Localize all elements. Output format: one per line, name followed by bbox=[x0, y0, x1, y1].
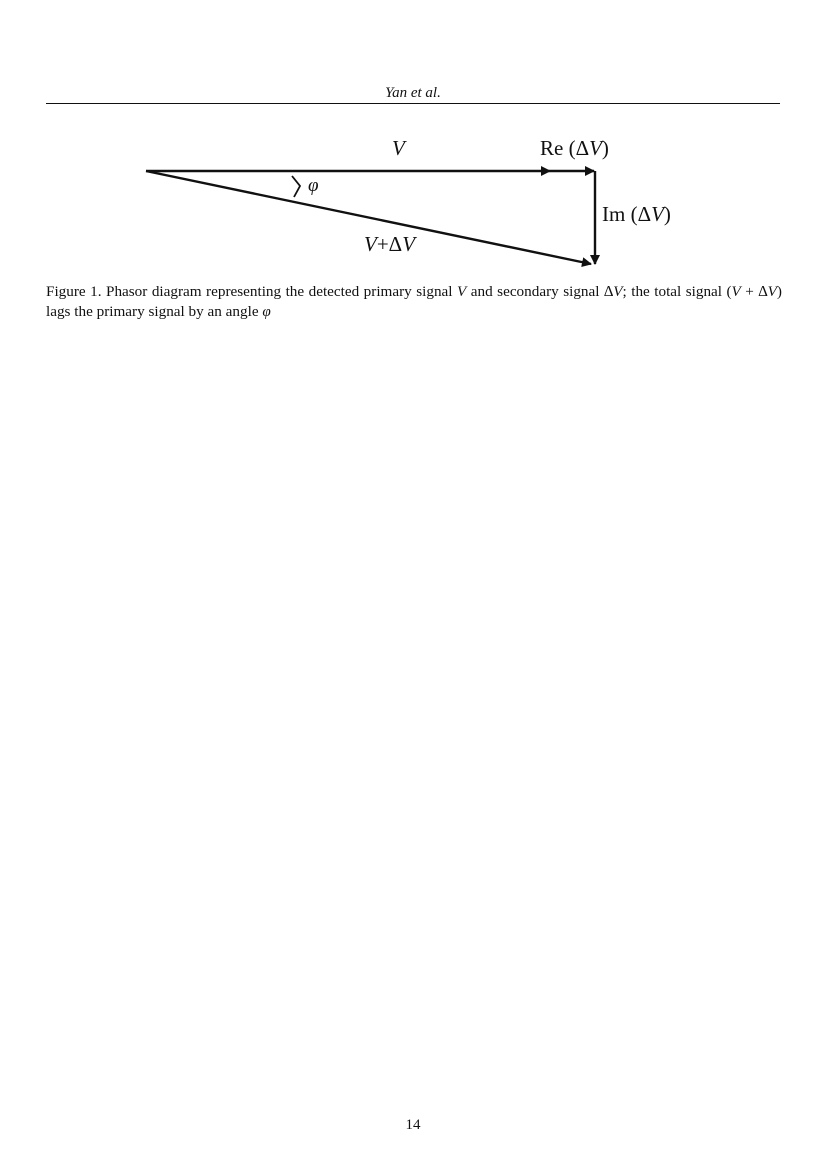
label-vdv-var2: V bbox=[402, 232, 416, 256]
label-re-var: V bbox=[589, 136, 602, 160]
label-vdv-var: V bbox=[364, 232, 377, 256]
label-re-suffix: ) bbox=[601, 136, 609, 160]
caption-part-3: ; the total signal ( bbox=[622, 283, 732, 300]
caption-part-1: Figure 1. Phasor diagram representing the detected primary signal bbox=[46, 283, 457, 300]
label-im-delta-v bbox=[602, 202, 671, 226]
header-rule bbox=[46, 103, 780, 104]
caption-var-phi: φ bbox=[262, 303, 271, 320]
label-im-prefix: Im (Δ bbox=[602, 202, 652, 226]
page-number: 14 bbox=[405, 1117, 421, 1133]
caption-var-v3: V bbox=[731, 283, 741, 300]
caption-var-v2: V bbox=[613, 283, 623, 300]
label-v-text: V bbox=[392, 136, 405, 160]
label-im-var: V bbox=[651, 202, 664, 226]
angle-phi-mark bbox=[292, 176, 300, 197]
label-v bbox=[392, 136, 405, 160]
label-im-suffix: ) bbox=[663, 202, 671, 226]
phasor-diagram bbox=[140, 130, 700, 275]
caption-part-2: and secondary signal ∆ bbox=[466, 283, 614, 300]
caption-part-5: ) lags the primary signal by an angle bbox=[46, 283, 782, 320]
caption-part-4: + ∆ bbox=[740, 283, 768, 300]
caption-var-v1: V bbox=[457, 283, 467, 300]
label-v-plus-delta-v bbox=[364, 232, 415, 256]
label-re-delta-v bbox=[540, 136, 609, 160]
figure-caption bbox=[46, 282, 782, 322]
label-vdv-rest: +Δ bbox=[376, 232, 403, 256]
running-head: Yan et al. bbox=[385, 85, 441, 101]
label-phi bbox=[308, 174, 319, 198]
label-re-prefix: Re (Δ bbox=[540, 136, 590, 160]
label-phi-text: φ bbox=[308, 175, 319, 196]
caption-var-v4: V bbox=[767, 283, 777, 300]
